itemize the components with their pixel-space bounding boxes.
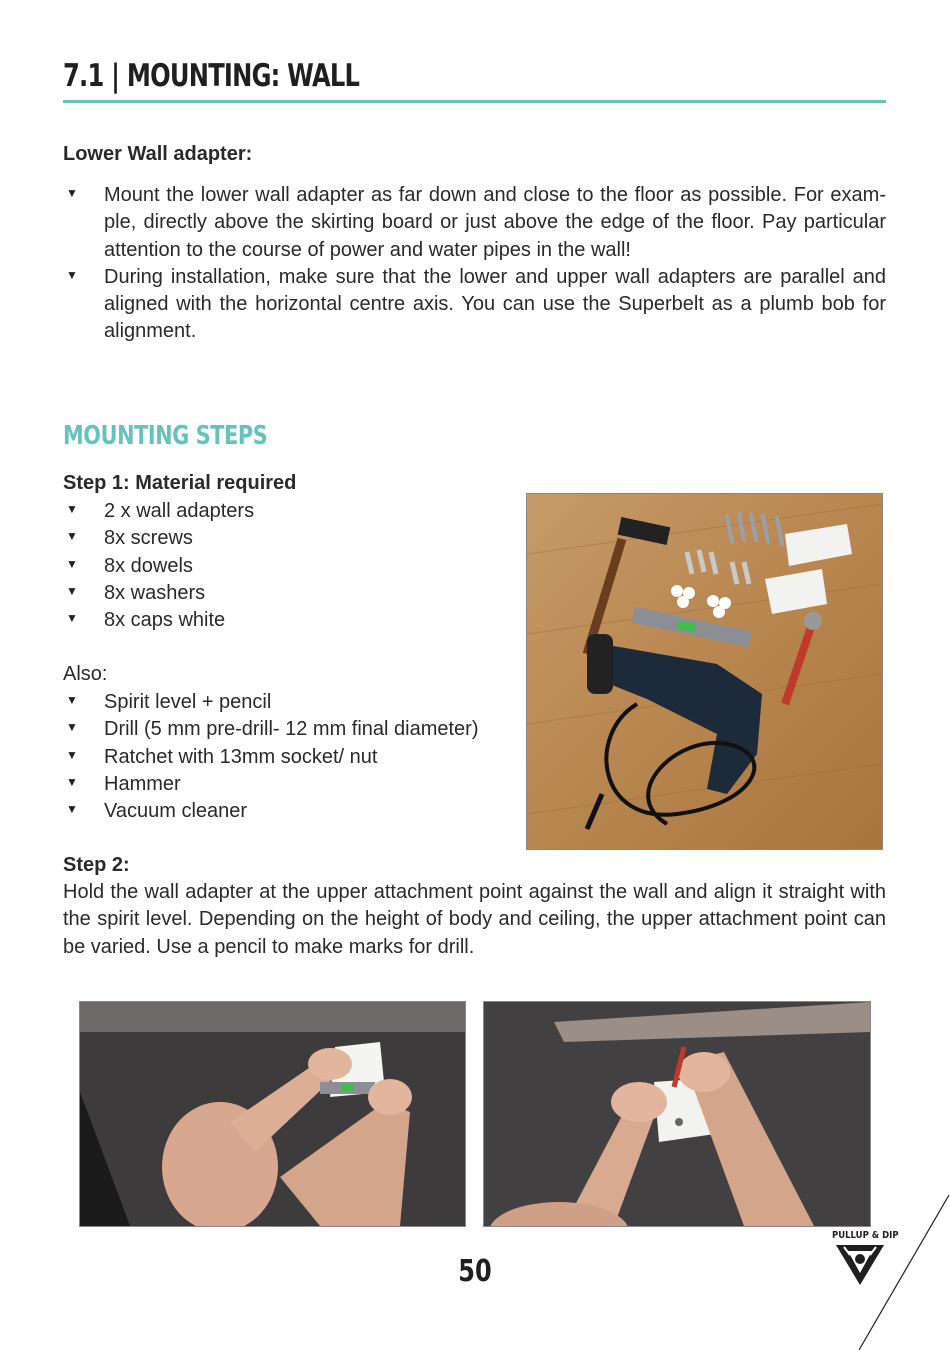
- bullet-icon: ▼: [66, 186, 78, 200]
- list-item: ▼ 8x caps white: [66, 609, 226, 632]
- bullet-icon: ▼: [66, 583, 78, 598]
- tools-list: [63, 689, 523, 825]
- list-item: ▼ 8x dowels: [66, 554, 193, 577]
- heading-rule: [63, 100, 886, 103]
- mounting-steps-title: MOUNTING STEPS: [63, 421, 268, 451]
- bullet-icon: ▼: [66, 720, 78, 735]
- materials-list: [63, 498, 513, 634]
- brand-name: PULLUP & DIP: [832, 1230, 899, 1241]
- bullet-icon: ▼: [66, 693, 78, 707]
- bullet-icon: ▼: [66, 611, 78, 626]
- list-item: ▼ Hammer: [66, 772, 181, 795]
- corner-line: [855, 1195, 950, 1350]
- list-item: ▼ 8x washers: [66, 581, 206, 604]
- bullet-icon: ▼: [66, 774, 78, 789]
- page-number: 50: [458, 1254, 492, 1289]
- step2-body: Hold the wall adapter at the upper attachment point against the wall and align it straight with the spirit level. Depending on the height of body and ceiling, the upper attachment point can be varied. Use a pencil to make marks for drill.: [63, 881, 886, 958]
- bullet-icon: ▼: [66, 802, 78, 817]
- list-item: ▼ Spirit level + pencil: [66, 691, 272, 713]
- bullet-icon: ▼: [66, 267, 78, 282]
- also-label: Also:: [63, 663, 108, 685]
- list-item: ▼ During installation, make sure that the lower and upper wall adapters are parallel and aligned with the horizontal centre axis. You can use the Superbelt as a plumb bob for alignment.: [66, 265, 886, 343]
- step2-heading: Step 2:: [63, 854, 130, 876]
- bullet-icon: ▼: [66, 556, 78, 571]
- list-item: ▼ 8x screws: [66, 527, 193, 550]
- bullet-icon: ▼: [66, 747, 78, 762]
- lower-wall-heading: Lower Wall adapter:: [63, 143, 253, 165]
- list-item: ▼ 2 x wall adapters: [66, 500, 255, 522]
- lower-wall-list: [63, 182, 886, 346]
- marking-photo-left: [79, 1001, 466, 1227]
- list-item: ▼ Ratchet with 13mm socket/ nut: [66, 745, 378, 768]
- bullet-icon: ▼: [66, 502, 78, 516]
- list-item: ▼ Mount the lower wall adapter as far down and close to the floor as possible. For exam-ple, directly above the skirting board or just above the edge of the floor. Pay particular attention to the course of power and water pipes in the wall!: [66, 184, 886, 261]
- materials-photo: [526, 493, 883, 850]
- bullet-icon: ▼: [66, 529, 78, 544]
- list-item: ▼ Vacuum cleaner: [66, 800, 248, 823]
- marking-photo-right: [483, 1001, 871, 1227]
- list-item: ▼ Drill (5 mm pre-drill- 12 mm final diameter): [66, 718, 479, 741]
- page-heading: 7.1 | MOUNTING: WALL: [63, 58, 360, 94]
- step1-heading: Step 1: Material required: [63, 472, 297, 494]
